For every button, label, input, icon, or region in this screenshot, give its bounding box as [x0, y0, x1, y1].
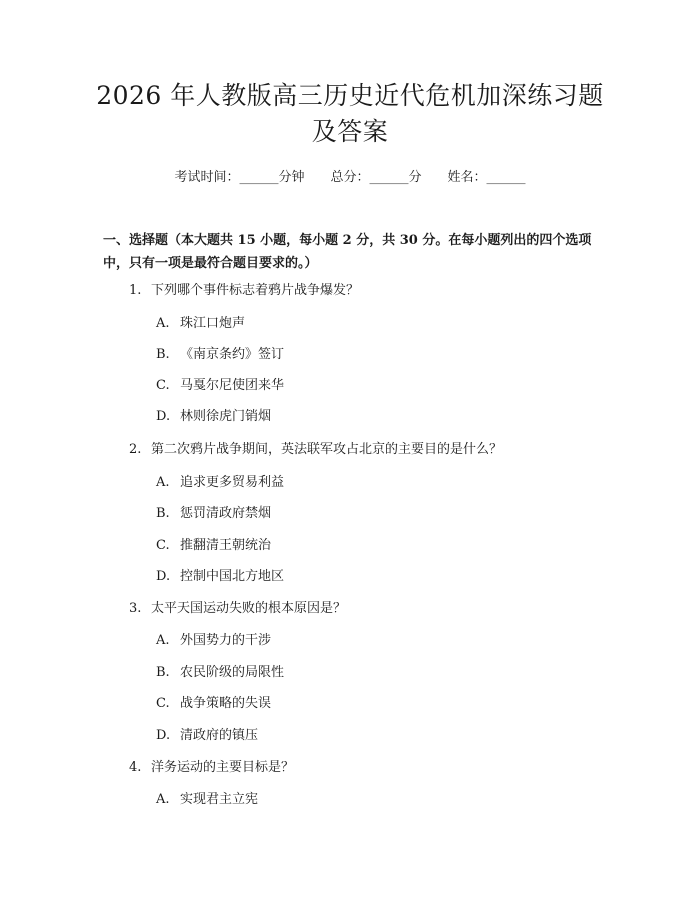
- question-number: 3.: [129, 601, 142, 616]
- option-1c: [156, 376, 284, 396]
- option-letter: C.: [156, 378, 170, 393]
- option-text: 外国势力的干涉: [180, 633, 272, 648]
- option-1b: [156, 345, 284, 365]
- section-heading: 一、选择题（本大题共 15 小题，每小题 2 分，共 30 分。在每小题列出的四个选项中，只有一项是最符合题目要求的。）: [103, 233, 592, 271]
- question-text: 洋务运动的主要目标是？: [151, 760, 295, 775]
- option-1d: [156, 407, 271, 427]
- option-2d: [156, 567, 284, 587]
- question-3: [129, 599, 346, 619]
- title-line-2: 及答案: [311, 117, 389, 146]
- question-number: 2.: [129, 442, 142, 457]
- option-text: 马戛尔尼使团来华: [180, 378, 285, 393]
- option-2b: [156, 504, 271, 524]
- exam-time: 考试时间：______分钟: [174, 170, 305, 185]
- option-text: 推翻清王朝统治: [180, 538, 272, 553]
- question-number: 4.: [129, 760, 142, 775]
- option-3d: [156, 726, 258, 746]
- option-letter: A.: [156, 475, 170, 490]
- option-letter: C.: [156, 538, 170, 553]
- question-text: 太平天国运动失败的根本原因是？: [151, 601, 347, 616]
- option-text: 追求更多贸易利益: [180, 475, 285, 490]
- option-letter: A.: [156, 316, 170, 331]
- option-text: 控制中国北方地区: [180, 569, 285, 584]
- option-3a: [156, 631, 271, 651]
- option-letter: A.: [156, 792, 170, 807]
- option-letter: A.: [156, 633, 170, 648]
- option-letter: D.: [156, 409, 171, 424]
- option-text: 林则徐虎门销烟: [180, 409, 272, 424]
- option-letter: D.: [156, 728, 171, 743]
- option-2c: [156, 536, 271, 556]
- option-letter: D.: [156, 569, 171, 584]
- option-letter: B.: [156, 665, 170, 680]
- page-title: [0, 78, 700, 150]
- question-1: [129, 281, 359, 301]
- option-4a: [156, 790, 258, 810]
- option-letter: B.: [156, 506, 170, 521]
- option-2a: [156, 473, 284, 493]
- question-text: 第二次鸦片战争期间，英法联军攻占北京的主要目的是什么？: [151, 442, 503, 457]
- option-text: 《南京条约》签订: [180, 347, 285, 362]
- option-text: 清政府的镇压: [180, 728, 259, 743]
- option-letter: C.: [156, 696, 170, 711]
- option-text: 战争策略的失误: [180, 696, 272, 711]
- exam-meta: [0, 168, 700, 188]
- option-3c: [156, 694, 271, 714]
- option-1a: [156, 314, 245, 334]
- option-text: 农民阶级的局限性: [180, 665, 285, 680]
- title-line-1: 2026 年人教版高三历史近代危机加深练习题: [96, 81, 604, 110]
- option-text: 实现君主立宪: [180, 792, 259, 807]
- option-3b: [156, 663, 284, 683]
- question-4: [129, 758, 294, 778]
- question-number: 1.: [129, 283, 142, 298]
- exam-score: 总分：______分: [330, 170, 422, 185]
- question-2: [129, 440, 502, 460]
- exam-name: 姓名：______: [447, 170, 526, 185]
- question-text: 下列哪个事件标志着鸦片战争爆发？: [151, 283, 360, 298]
- option-letter: B.: [156, 347, 170, 362]
- option-text: 珠江口炮声: [180, 316, 246, 331]
- option-text: 惩罚清政府禁烟: [180, 506, 272, 521]
